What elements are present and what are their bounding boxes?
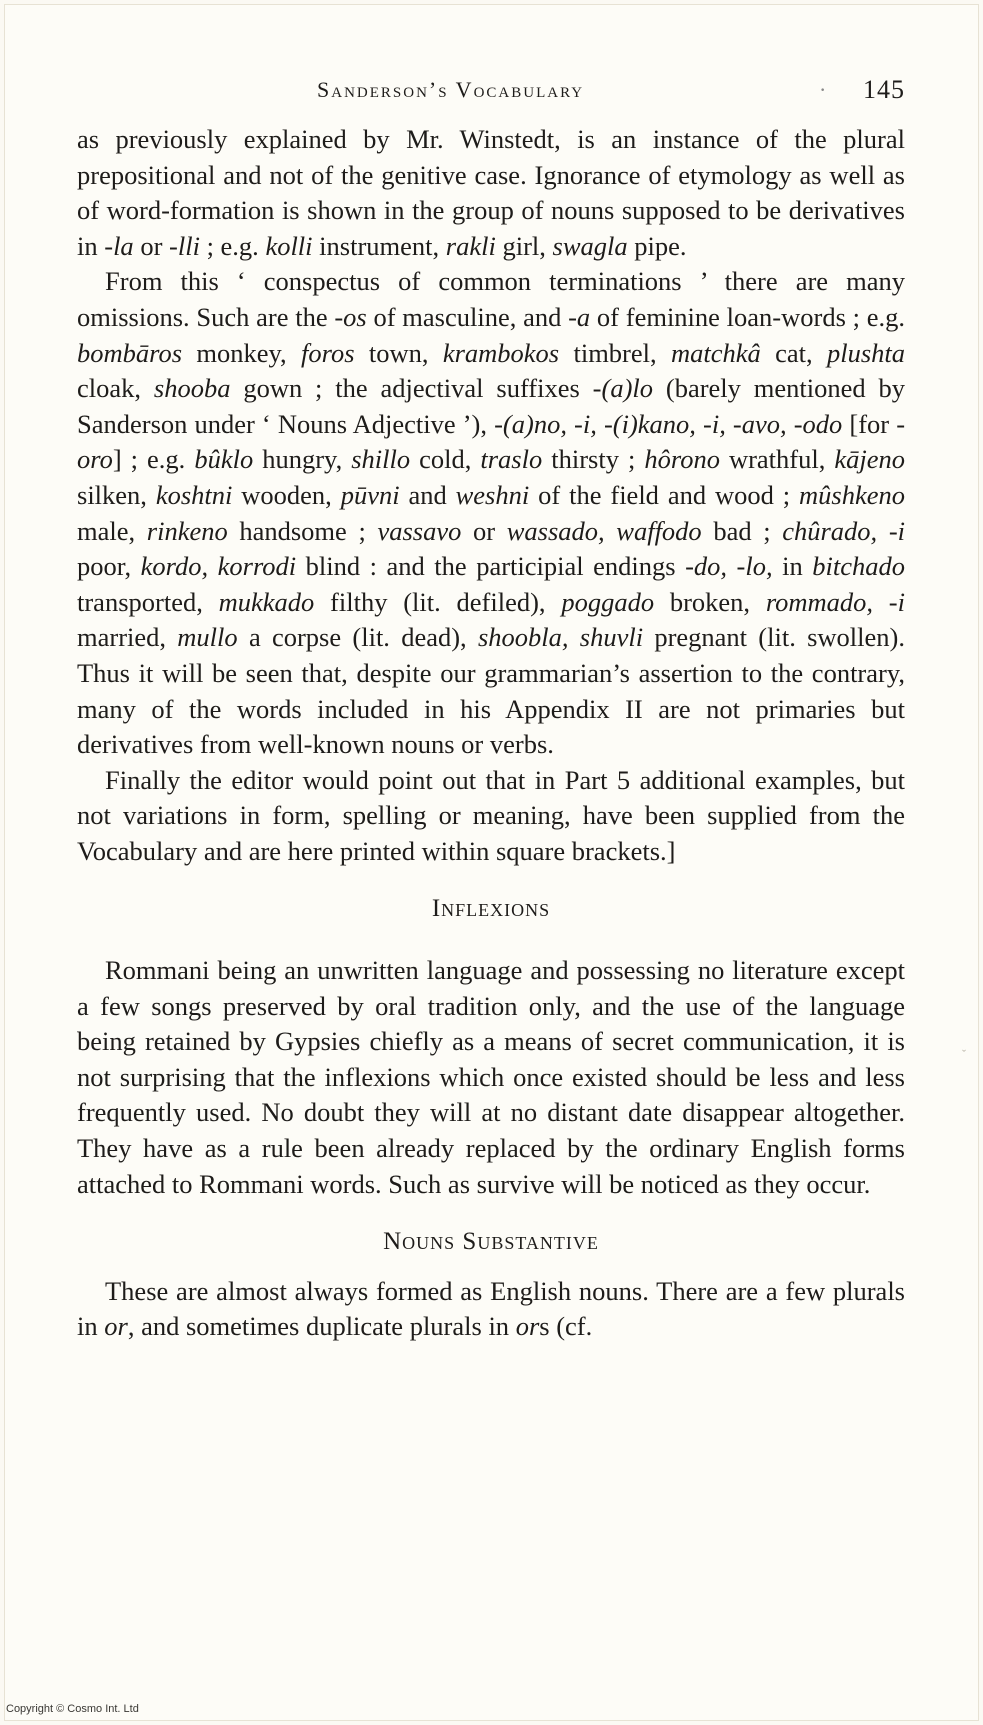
italic-term: pūvni (340, 479, 400, 510)
italic-term: shillo (351, 444, 411, 475)
italic-term: -la (104, 230, 134, 261)
text-run: instrument, (312, 230, 446, 261)
text-run: Inflexions (431, 895, 551, 923)
text-run: gown ; the adjectival suffixes (230, 373, 593, 404)
italic-term: kolli (265, 230, 313, 261)
italic-term: -os (334, 301, 367, 332)
paragraph-editor-note (77, 763, 905, 870)
italic-term: -do, -lo, (685, 551, 773, 582)
paragraph-plural-prepositional (77, 122, 905, 264)
paper-speck: ˇ (962, 1047, 966, 1061)
text-run: s (cf. (539, 1311, 593, 1342)
text-run: hungry, (253, 444, 352, 475)
text-run: pregnant (lit. swollen). Thus it will be seen that, despite our grammarian’s assertion to the contrary, many of the words included in his Appendix II are not primaries but derivatives from well-known nouns or verbs. (77, 622, 905, 760)
italic-term: weshni (455, 479, 530, 510)
italic-term: rakli (445, 230, 496, 261)
text-run: thirsty ; (542, 444, 645, 475)
text-run: bad ; (701, 515, 783, 546)
section-heading-inflexions (77, 891, 905, 927)
text-run: poor, (77, 551, 141, 582)
text-run: or (133, 230, 170, 261)
italic-term: koshtni (155, 479, 233, 510)
italic-term: shoobla, shuvli (477, 622, 644, 653)
text-run: ; e.g. (199, 230, 266, 261)
text-run: married, (77, 622, 178, 653)
text-run: town, (354, 337, 443, 368)
italic-term: traslo (480, 444, 543, 475)
italic-term: swagla (552, 230, 628, 261)
text-run: Finally the editor would point out that in Part 5 additional examples, but not variations in form, spelling or meaning, have been supplied from the Vocabulary and are here printed within square brackets.] (77, 764, 905, 866)
italic-term: or (515, 1311, 540, 1342)
page-number: 145 (863, 75, 905, 104)
text-run: (barely mentioned by Sanderson under ‘ Nouns Adjective ’), (77, 373, 905, 439)
section-heading-nouns-substantive (77, 1224, 905, 1260)
italic-term: poggado (561, 586, 655, 617)
italic-term: plushta (826, 337, 906, 368)
text-run: silken, (77, 479, 156, 510)
text-run: cloak, (77, 373, 154, 404)
text-run: or (461, 515, 507, 546)
paragraph-conspectus-omissions (77, 264, 905, 762)
text-run: and (399, 479, 456, 510)
text-run: cat, (760, 337, 827, 368)
italic-term: or (104, 1311, 128, 1342)
italic-term: kordo, korrodi (140, 551, 297, 582)
italic-term: foros (301, 337, 355, 368)
italic-term: mukkado (218, 586, 315, 617)
italic-term: -(a)no, -i, -(i)kano, -i, -avo, -odo (494, 408, 843, 439)
italic-term: kājeno (834, 444, 906, 475)
text-run: handsome ; (227, 515, 378, 546)
text-run: broken, (654, 586, 766, 617)
text-run: transported, (77, 586, 219, 617)
italic-term: -oro (77, 408, 906, 475)
text-run: as previously explained by Mr. Winstedt, is an instance of the plural prepositional and not of the genitive case. Ignorance of etymology as well as of word-formation is shown in the group of nouns supposed to be derivatives in (77, 124, 905, 261)
italic-term: bombāros (77, 337, 183, 368)
italic-term: mullo (177, 622, 238, 653)
italic-term: krambokos (442, 337, 560, 368)
text-run: ] ; e.g. (112, 444, 195, 475)
book-page (4, 4, 979, 1721)
header-separator: · (819, 77, 828, 102)
text-run: a corpse (lit. dead), (237, 622, 478, 653)
italic-term: rinkeno (146, 515, 228, 546)
text-run: male, (77, 515, 147, 546)
text-run: blind : and the participial endings (296, 551, 686, 582)
text-run: monkey, (182, 337, 301, 368)
text-run: filthy (lit. defiled), (314, 586, 562, 617)
text-run: in (772, 551, 813, 582)
body-text (77, 122, 905, 1345)
text-run: [for (842, 408, 897, 439)
text-run: of masculine, and (366, 301, 569, 332)
text-run: From this ‘ conspectus of common terminations ’ there are many omissions. Such are the (77, 266, 905, 332)
text-run: Nouns Substantive (383, 1228, 599, 1256)
running-title: Sanderson’s Vocabulary (317, 77, 585, 102)
italic-term: -lli (169, 230, 200, 261)
italic-term: -(a)lo (592, 373, 654, 404)
paragraph-rommani-inflexions (77, 953, 905, 1202)
text-run: wooden, (232, 479, 341, 510)
italic-term: shooba (153, 373, 231, 404)
text-run: , and sometimes duplicate plurals in (127, 1311, 516, 1342)
italic-term: matchkâ (670, 337, 761, 368)
text-run: pipe. (627, 230, 687, 261)
italic-term: wassado, waffodo (506, 515, 702, 546)
running-header (77, 69, 905, 107)
italic-term: bûklo (194, 444, 254, 475)
italic-term: -a (568, 301, 591, 332)
italic-term: bitchado (812, 551, 905, 582)
text-run: of feminine loan-words ; e.g. (590, 301, 905, 332)
italic-term: hôrono (644, 444, 720, 475)
italic-term: rommado, -i (765, 586, 905, 617)
paragraph-nouns-substantive (77, 1274, 905, 1345)
text-run: These are almost always formed as English nouns. There are a few plurals in (77, 1275, 905, 1342)
italic-term: vassavo (377, 515, 462, 546)
text-run: cold, (410, 444, 481, 475)
italic-term: mûshkeno (799, 479, 905, 510)
copyright-footer: Copyright © Cosmo Int. Ltd (6, 1703, 139, 1715)
italic-term: chûrado, -i (782, 515, 906, 546)
text-run: of the field and wood ; (529, 479, 800, 510)
text-run: wrathful, (719, 444, 835, 475)
text-run: girl, (495, 230, 553, 261)
text-run: Rommani being an unwritten language and possessing no literature except a few songs preserved by oral tradition only, and the use of the language being retained by Gypsies chiefly as a means of secret communication, it is not surprising that the inflexions which once existed should be less and less frequently used. No doubt they will at no distant date disappear altogether. They have as a rule been already replaced by the ordinary English forms attached to Rommani words. Such as survive will be noticed as they occur. (77, 955, 905, 1199)
text-run: timbrel, (559, 337, 671, 368)
